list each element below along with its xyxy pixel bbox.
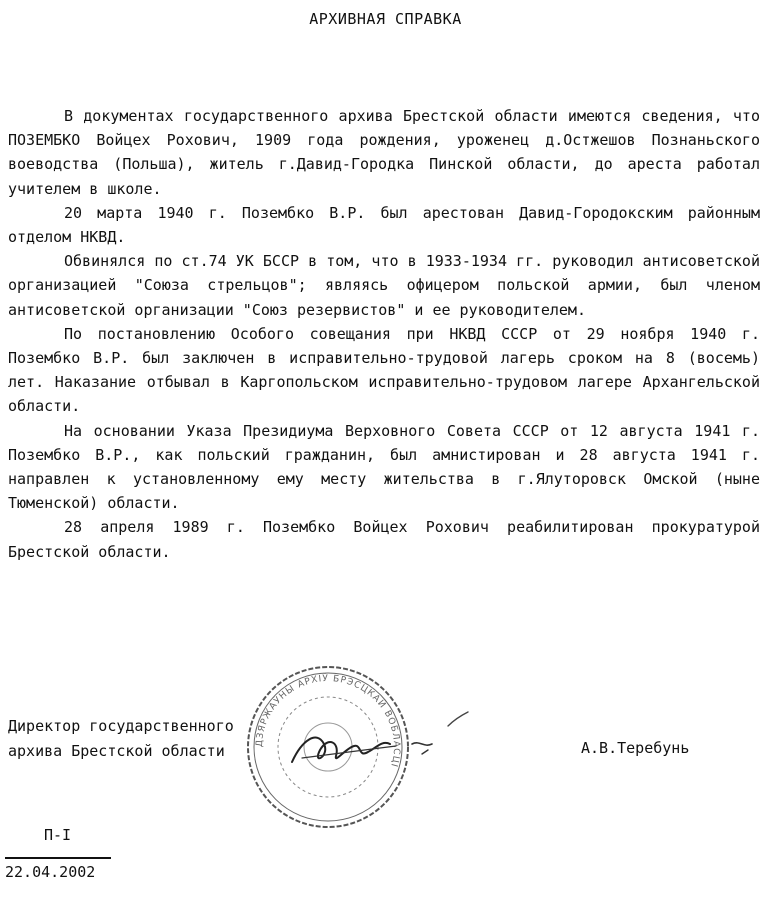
paragraph-1: В документах государственного архива Брестской области имеются сведения, что ПОЗЕМБКО Войцех Рохович, 1909 года рождения, уроженец д.Остжешов Познаньского воеводства (Польша), житель г.Давид-Городка Пинской области, до ареста работал учителем в школе. — [8, 107, 760, 198]
paragraph-5: На основании Указа Президиума Верховного Совета СССР от 12 августа 1941 г. Позембко В.Р., как польский гражданин, был амнистирован и 28 августа 1941 г. направлен к установленному ему месту жительства в г.Ялуторовск Омской (ныне Тюменской) области. — [8, 421, 760, 513]
document-title: АРХИВНАЯ СПРАВКА — [309, 10, 462, 28]
divider — [5, 857, 111, 859]
signer-title — [8, 714, 308, 764]
signer-title-line-1: Директор государственного — [8, 717, 234, 735]
paragraph-4: По постановлению Особого совещания при НКВД СССР от 29 ноября 1940 г. Позембко В.Р. был заключен в исправительно-трудовой лагерь сроком на 8 (восемь) лет. Наказание отбывал в Каргопольском исправительно-трудовом лагере Архангельской области. — [8, 324, 760, 416]
document-body — [8, 104, 760, 564]
seal-text: ДЗЯРЖАЎНЫ АРХІЎ БРЭСЦКАЙ ВОБЛАСЦІ — [254, 673, 402, 769]
document-number: П-I — [43, 826, 72, 844]
paragraph-2: 20 марта 1940 г. Позембко В.Р. был арестован Давид-Городокским районным отделом НКВД. — [8, 203, 760, 247]
signer-title-line-2: архива Брестской области — [8, 742, 225, 760]
paragraph-3: Обвинялся по ст.74 УК БССР в том, что в 1933-1934 гг. руководил антисоветской организацией "Союза стрельцов"; являясь офицером польской армии, был членом антисоветской организации "Союз резервистов" и ее руководителем. — [8, 252, 760, 319]
paragraph-6: 28 апреля 1989 г. Позембко Войцех Рохович реабилитирован прокуратурой Брестской области. — [8, 518, 760, 561]
signer-name: А.В.Теребунь — [581, 739, 690, 757]
document-date: 22.04.2002 — [5, 863, 96, 881]
